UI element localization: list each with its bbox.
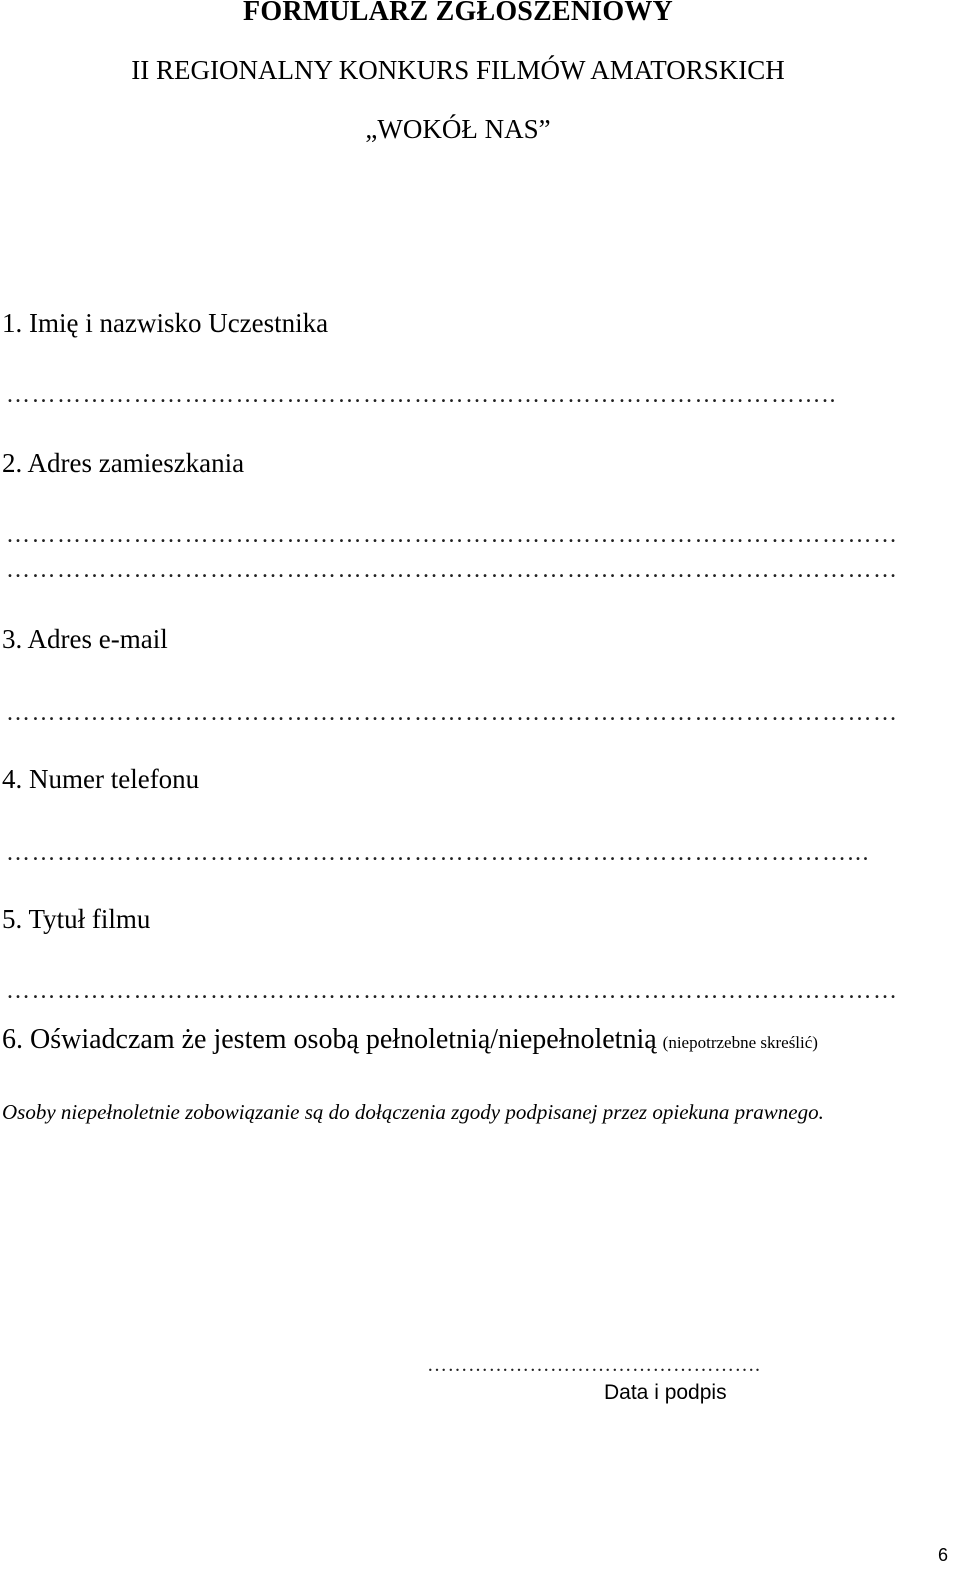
minor-consent-note: Osoby niepełnoletnie zobowiązanie są do dołączenia zgody podpisanej przez opiekuna prawnego. — [2, 1100, 824, 1124]
field-film-title-line[interactable]: …………………………………………………………………………………………… — [6, 978, 899, 1004]
contest-motto: „WOKÓŁ NAS” — [365, 114, 551, 144]
field-name-line[interactable]: …………………………………………………………………………………….. — [6, 382, 837, 408]
field-phone-label: 4. Numer telefonu — [2, 764, 200, 794]
field-address-label: 2. Adres zamieszkania — [2, 448, 245, 478]
age-declaration-text: 6. Oświadczam że jestem osobą pełnoletnią/niepełnoletnią — [2, 1024, 657, 1055]
field-phone-line[interactable]: ………………………………………………………………………………………... — [6, 840, 870, 866]
signature-label: Data i podpis — [604, 1381, 727, 1404]
age-declaration — [2, 1024, 818, 1056]
page-number: 6 — [938, 1545, 949, 1565]
contest-name: II REGIONALNY KONKURS FILMÓW AMATORSKICH — [131, 55, 785, 85]
signature-line[interactable]: …………………………………………. — [427, 1354, 761, 1376]
form-title: FORMULARZ ZGŁOSZENIOWY — [243, 0, 673, 27]
field-address-line-1[interactable]: …………………………………………………………………………………………… — [6, 522, 899, 548]
field-name-label: 1. Imię i nazwisko Uczestnika — [2, 308, 329, 338]
age-declaration-note: (niepotrzebne skreślić) — [662, 1033, 818, 1052]
field-email-line[interactable]: …………………………………………………………………………………………… — [6, 700, 899, 726]
field-address-line-2[interactable]: …………………………………………………………………………………………… — [6, 557, 899, 583]
field-film-title-label: 5. Tytuł filmu — [2, 904, 151, 934]
field-email-label: 3. Adres e-mail — [2, 624, 168, 654]
